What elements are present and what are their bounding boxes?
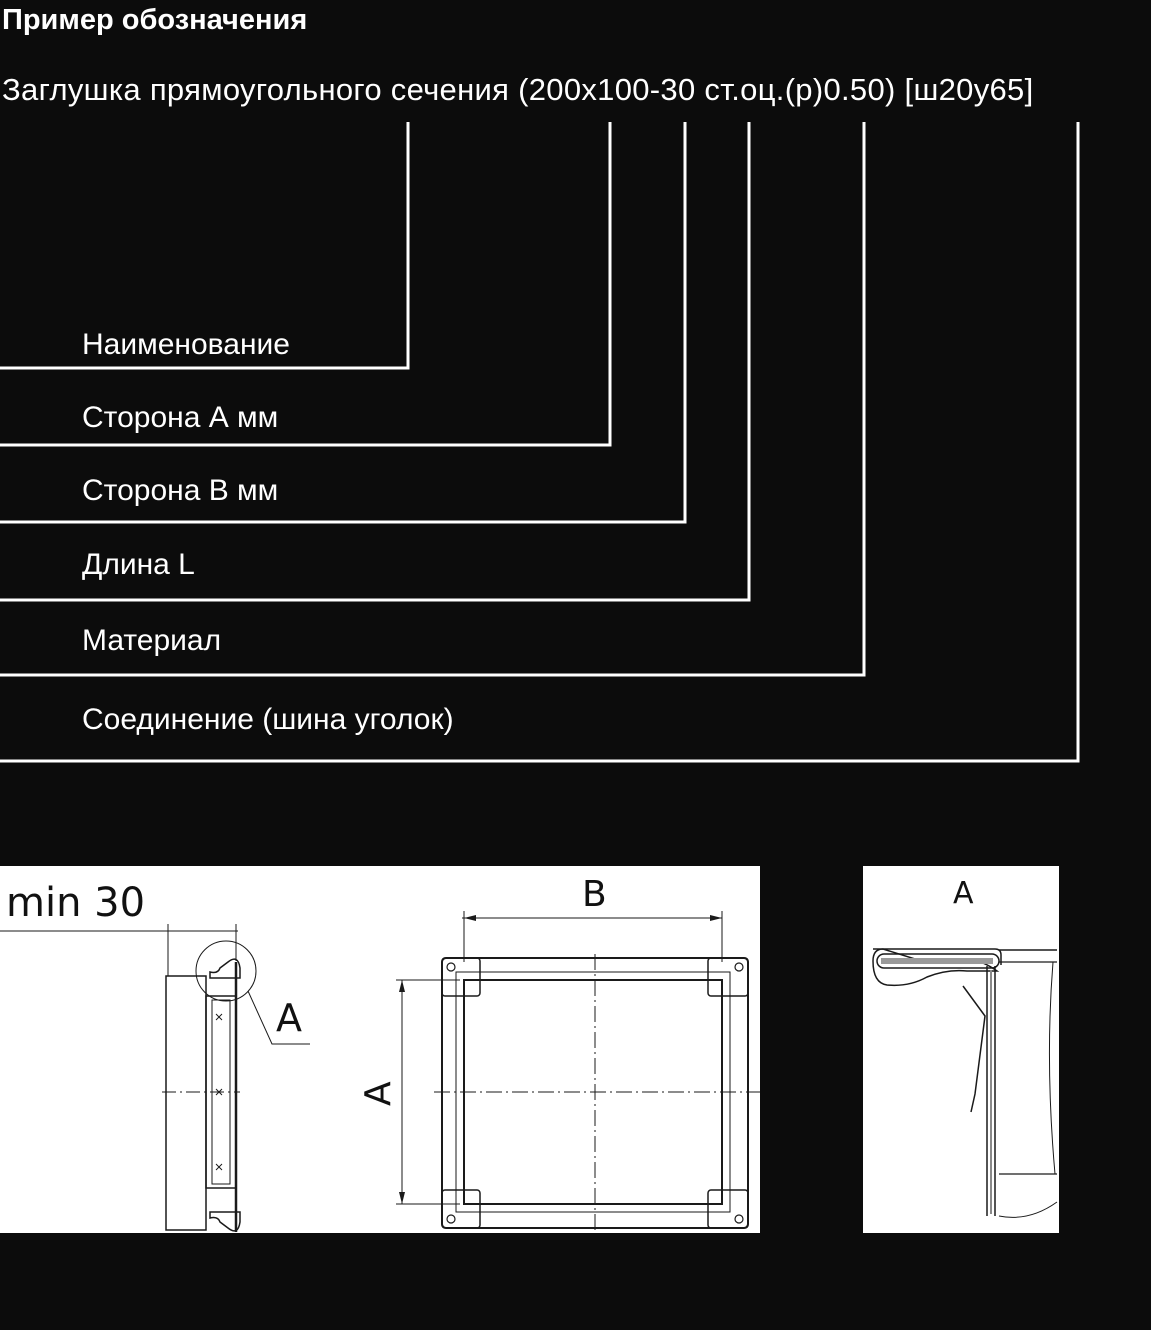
- leader-line-side-b: [0, 122, 685, 522]
- side-view-callout-label: A: [276, 996, 302, 1040]
- technical-drawing: [0, 866, 760, 1233]
- section-heading: Пример обозначения: [2, 4, 308, 36]
- technical-drawing-panel: [0, 866, 760, 1233]
- callout-label-length: Длина L: [82, 548, 195, 581]
- callout-label-name: Наименование: [82, 328, 290, 361]
- detail-view-panel: [863, 866, 1059, 1233]
- front-view-width-label: B: [582, 874, 607, 915]
- detail-view-title: A: [953, 876, 974, 911]
- callout-label-connection: Соединение (шина уголок): [82, 703, 454, 736]
- leader-line-material: [0, 122, 864, 675]
- leader-line-connection: [0, 122, 1078, 761]
- side-view-dimension-label: min 30: [6, 880, 146, 926]
- detail-view-drawing: [863, 866, 1059, 1233]
- leader-line-side-a: [0, 122, 610, 445]
- callout-label-side-a: Сторона А мм: [82, 401, 279, 434]
- callout-label-side-b: Сторона В мм: [82, 474, 279, 507]
- designation-code: Заглушка прямоугольного сечения (200x100-30 ст.оц.(р)0.50) [ш20у65]: [2, 72, 1034, 107]
- callout-label-material: Материал: [82, 624, 222, 657]
- front-view-height-label: A: [358, 1081, 399, 1106]
